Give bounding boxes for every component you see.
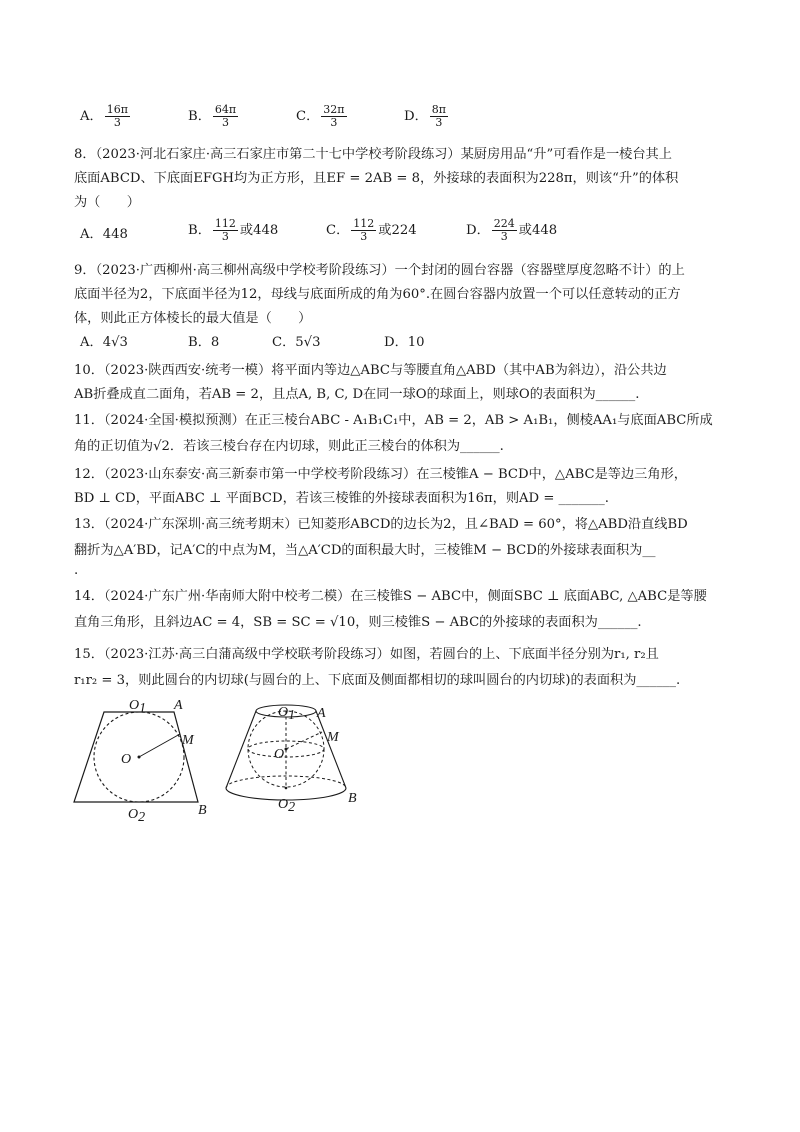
label-o1: O1 — [278, 705, 296, 723]
center-point — [285, 748, 288, 751]
q15-line-2: r₁r₂ = 3，则此圆台的内切球(与圆台的上、下底面及侧面都相切的球叫圆台的内切球)的表面积为______. — [74, 673, 681, 688]
q8-line-3: 为（ ） — [74, 195, 140, 210]
right-generatrix — [316, 711, 346, 788]
q9-option-a[interactable]: A．4√3 — [80, 335, 128, 350]
q11-line-1: 11．（2024·全国·模拟预测）在正三棱台ABC - A₁B₁C₁中，AB = 2，AB > A₁B₁，侧棱AA₁与底面ABC所成 — [74, 413, 713, 428]
radius-om — [286, 732, 322, 749]
q14-line-1: 14．（2024·广东广州·华南师大附中校考二模）在三棱锥S − ABC中，侧面SBC ⊥ 底面ABC, △ABC是等腰 — [74, 589, 707, 604]
q7-option-d[interactable]: D． $\frac{8\pi}{3}$ — [404, 103, 446, 129]
left-generatrix — [226, 711, 256, 788]
radius-om — [139, 734, 180, 757]
q9-option-c[interactable]: C．5√3 — [272, 335, 321, 350]
q10-line-2: AB折叠成直二面角，若AB = 2，且点A, B, C, D在同一球O的球面上，则球O的表面积为______. — [74, 387, 640, 402]
q8-line-2: 底面ABCD、下底面EFGH均为正方形，且EF = 2AB = 8，外接球的表面积为228π，则该“升”的体积 — [74, 171, 679, 186]
fraction: $\frac{32\pi}{3}$ — [323, 103, 345, 129]
frustum-3d-figure — [222, 696, 372, 816]
q8-option-a[interactable]: A．448 — [80, 227, 128, 242]
center-point — [138, 756, 141, 759]
q9-line-3: 体，则此正方体棱长的最大值是（ ） — [74, 311, 312, 326]
q7-option-b[interactable]: B． $\frac{64\pi}{3}$ — [188, 103, 237, 129]
q8-option-d[interactable]: D． $\frac{224}{3}$ 或448 — [466, 217, 558, 243]
label-b: B — [198, 803, 207, 818]
trapezoid — [74, 712, 198, 802]
label-o1: O1 — [129, 698, 147, 716]
fraction: $\frac{64\pi}{3}$ — [214, 103, 237, 129]
label-a: A — [317, 706, 326, 721]
label-a: A — [174, 698, 183, 713]
label-m: M — [327, 730, 339, 745]
q9-line-1: 9．（2023·广西柳州·高三柳州高级中学校考阶段练习）一个封闭的圆台容器（容器壁厚度忽略不计）的上 — [74, 263, 685, 278]
label-o2: O2 — [128, 807, 146, 825]
label-o: O — [121, 752, 132, 767]
q7-option-a[interactable]: A． $\frac{16\pi}{3}$ — [80, 103, 128, 129]
q8-line-1: 8．（2023·河北石家庄·高三石家庄市第二十七中学校考阶段练习）某厨房用品“升”可看作是一棱台其上 — [74, 147, 672, 162]
q13-line-1: 13．（2024·广东深圳·高三统考期末）已知菱形ABCD的边长为2，且∠BAD = 60°，将△ABD沿直线BD — [74, 517, 688, 532]
q8-option-b[interactable]: B． $\frac{112}{3}$ 或448 — [188, 217, 279, 243]
label-b: B — [348, 791, 357, 806]
q13-line-2: 翻折为△A′BD，记A′C的中点为M，当△A′CD的面积最大时，三棱锥M − BCD的外接球表面积为__ — [74, 543, 656, 558]
fraction: $\frac{224}{3}$ — [493, 217, 515, 243]
bottom-center-point — [285, 787, 288, 790]
q9-option-b[interactable]: B．8 — [188, 335, 220, 350]
q8-option-c[interactable]: C． $\frac{112}{3}$ 或224 — [326, 217, 417, 243]
q9-option-d[interactable]: D．10 — [384, 335, 425, 350]
q7-option-c[interactable]: C． $\frac{32\pi}{3}$ — [296, 103, 345, 129]
q13-line-3: . — [74, 563, 79, 578]
fraction: $\frac{112}{3}$ — [353, 217, 375, 243]
q9-line-2: 底面半径为2，下底面半径为12，母线与底面所成的角为60°.在圆台容器内放置一个可以任意转动的正方 — [74, 287, 681, 302]
q12-line-2: BD ⊥ CD，平面ABC ⊥ 平面BCD，若该三棱锥的外接球表面积为16π，则AD = _______. — [74, 491, 609, 506]
label-o2: O2 — [278, 797, 296, 815]
frustum-cross-section-figure — [66, 696, 226, 828]
q12-line-1: 12．（2023·山东泰安·高三新泰市第一中学校考阶段练习）在三棱锥A − BCD中，△ABC是等边三角形， — [74, 467, 687, 482]
q15-line-1: 15．（2023·江苏·高三白蒲高级中学校联考阶段练习）如图，若圆台的上、下底面半径分别为r₁, r₂且 — [74, 647, 659, 662]
fraction: $\frac{8\pi}{3}$ — [431, 103, 446, 129]
q11-line-2: 角的正切值为√2．若该三棱台存在内切球，则此正三棱台的体积为______. — [74, 439, 504, 454]
fraction: $\frac{16\pi}{3}$ — [106, 103, 128, 129]
label-m: M — [182, 733, 194, 748]
q14-line-2: 直角三角形，且斜边AC = 4，SB = SC = √10，则三棱锥S − ABC的外接球的表面积为______. — [74, 615, 642, 630]
fraction: $\frac{112}{3}$ — [214, 217, 236, 243]
label-o: O — [274, 747, 285, 762]
q10-line-1: 10．（2023·陕西西安·统考一模）将平面内等边△ABC与等腰直角△ABD（其中AB为斜边），沿公共边 — [74, 363, 667, 378]
